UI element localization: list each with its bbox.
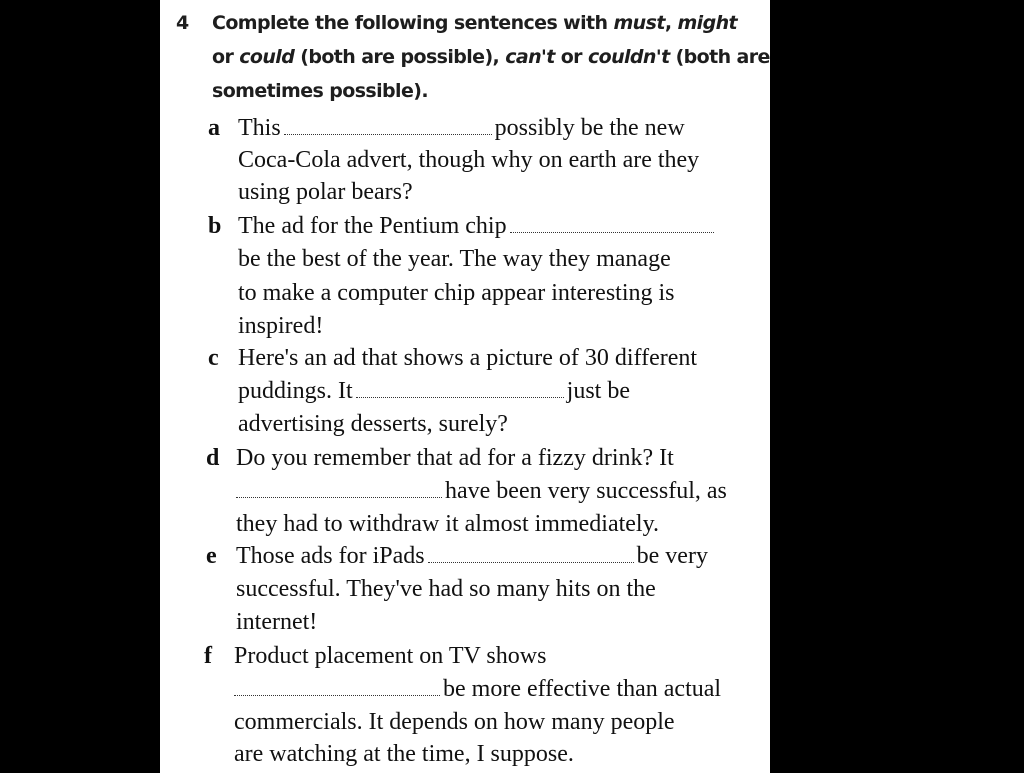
keyword-could: could xyxy=(239,46,295,68)
item-line: Do you remember that ad for a fizzy drink? It xyxy=(236,445,674,471)
item-line xyxy=(238,112,685,144)
answer-blank[interactable] xyxy=(428,561,634,563)
answer-blank[interactable] xyxy=(234,694,440,696)
item-text: just be xyxy=(566,378,630,404)
instruction-text: (both are xyxy=(669,46,770,68)
item-line: to make a computer chip appear interesting is xyxy=(238,280,675,306)
item-text: Those ads for iPads xyxy=(236,543,425,569)
item-line: are watching at the time, I suppose. xyxy=(234,741,574,767)
item-line xyxy=(238,375,630,407)
keyword-must: must xyxy=(613,12,665,34)
item-text: have been very successful, as xyxy=(445,478,727,504)
instruction-text: sometimes possible). xyxy=(212,80,428,102)
answer-blank[interactable] xyxy=(236,496,442,498)
item-line: they had to withdraw it almost immediately. xyxy=(236,511,660,537)
answer-blank[interactable] xyxy=(510,231,714,233)
item-text: This xyxy=(238,115,281,141)
keyword-couldnt: couldn't xyxy=(587,46,670,68)
item-text: The ad for the Pentium chip xyxy=(238,213,507,239)
item-letter: b xyxy=(208,213,222,239)
item-letter: a xyxy=(208,115,220,141)
item-line: Coca-Cola advert, though why on earth are they xyxy=(238,147,700,173)
instruction-text: (both are possible), xyxy=(294,46,506,68)
item-line: be the best of the year. The way they manage xyxy=(238,246,671,272)
item-line: advertising desserts, surely? xyxy=(238,411,508,437)
instruction-text: or xyxy=(554,46,588,68)
item-line: internet! xyxy=(236,609,318,635)
keyword-might: might xyxy=(677,12,737,34)
item-letter: d xyxy=(206,445,220,471)
item-line xyxy=(234,673,721,705)
instruction-text: , xyxy=(664,12,678,34)
item-letter: f xyxy=(204,643,212,669)
item-line xyxy=(236,475,727,507)
item-line: Product placement on TV shows xyxy=(234,643,547,669)
instruction-text: Complete the following sentences with xyxy=(212,12,614,34)
item-line: inspired! xyxy=(238,313,324,339)
item-text: be more effective than actual xyxy=(443,676,722,702)
exercise-number: 4 xyxy=(176,12,189,34)
item-line xyxy=(238,210,717,242)
item-text: puddings. It xyxy=(238,378,353,404)
item-text: possibly be the new xyxy=(494,115,685,141)
item-line: commercials. It depends on how many people xyxy=(234,709,675,735)
answer-blank[interactable] xyxy=(356,396,564,398)
item-line: successful. They've had so many hits on the xyxy=(236,576,656,602)
item-line: using polar bears? xyxy=(238,179,413,205)
item-line: Here's an ad that shows a picture of 30 different xyxy=(238,345,698,371)
item-letter: c xyxy=(208,345,219,371)
keyword-cant: can't xyxy=(505,46,555,68)
instruction-text: or xyxy=(212,46,240,68)
answer-blank[interactable] xyxy=(284,133,492,135)
item-text: be very xyxy=(636,543,708,569)
item-letter: e xyxy=(206,543,217,569)
exercise-page xyxy=(160,0,770,773)
item-line xyxy=(236,540,708,572)
